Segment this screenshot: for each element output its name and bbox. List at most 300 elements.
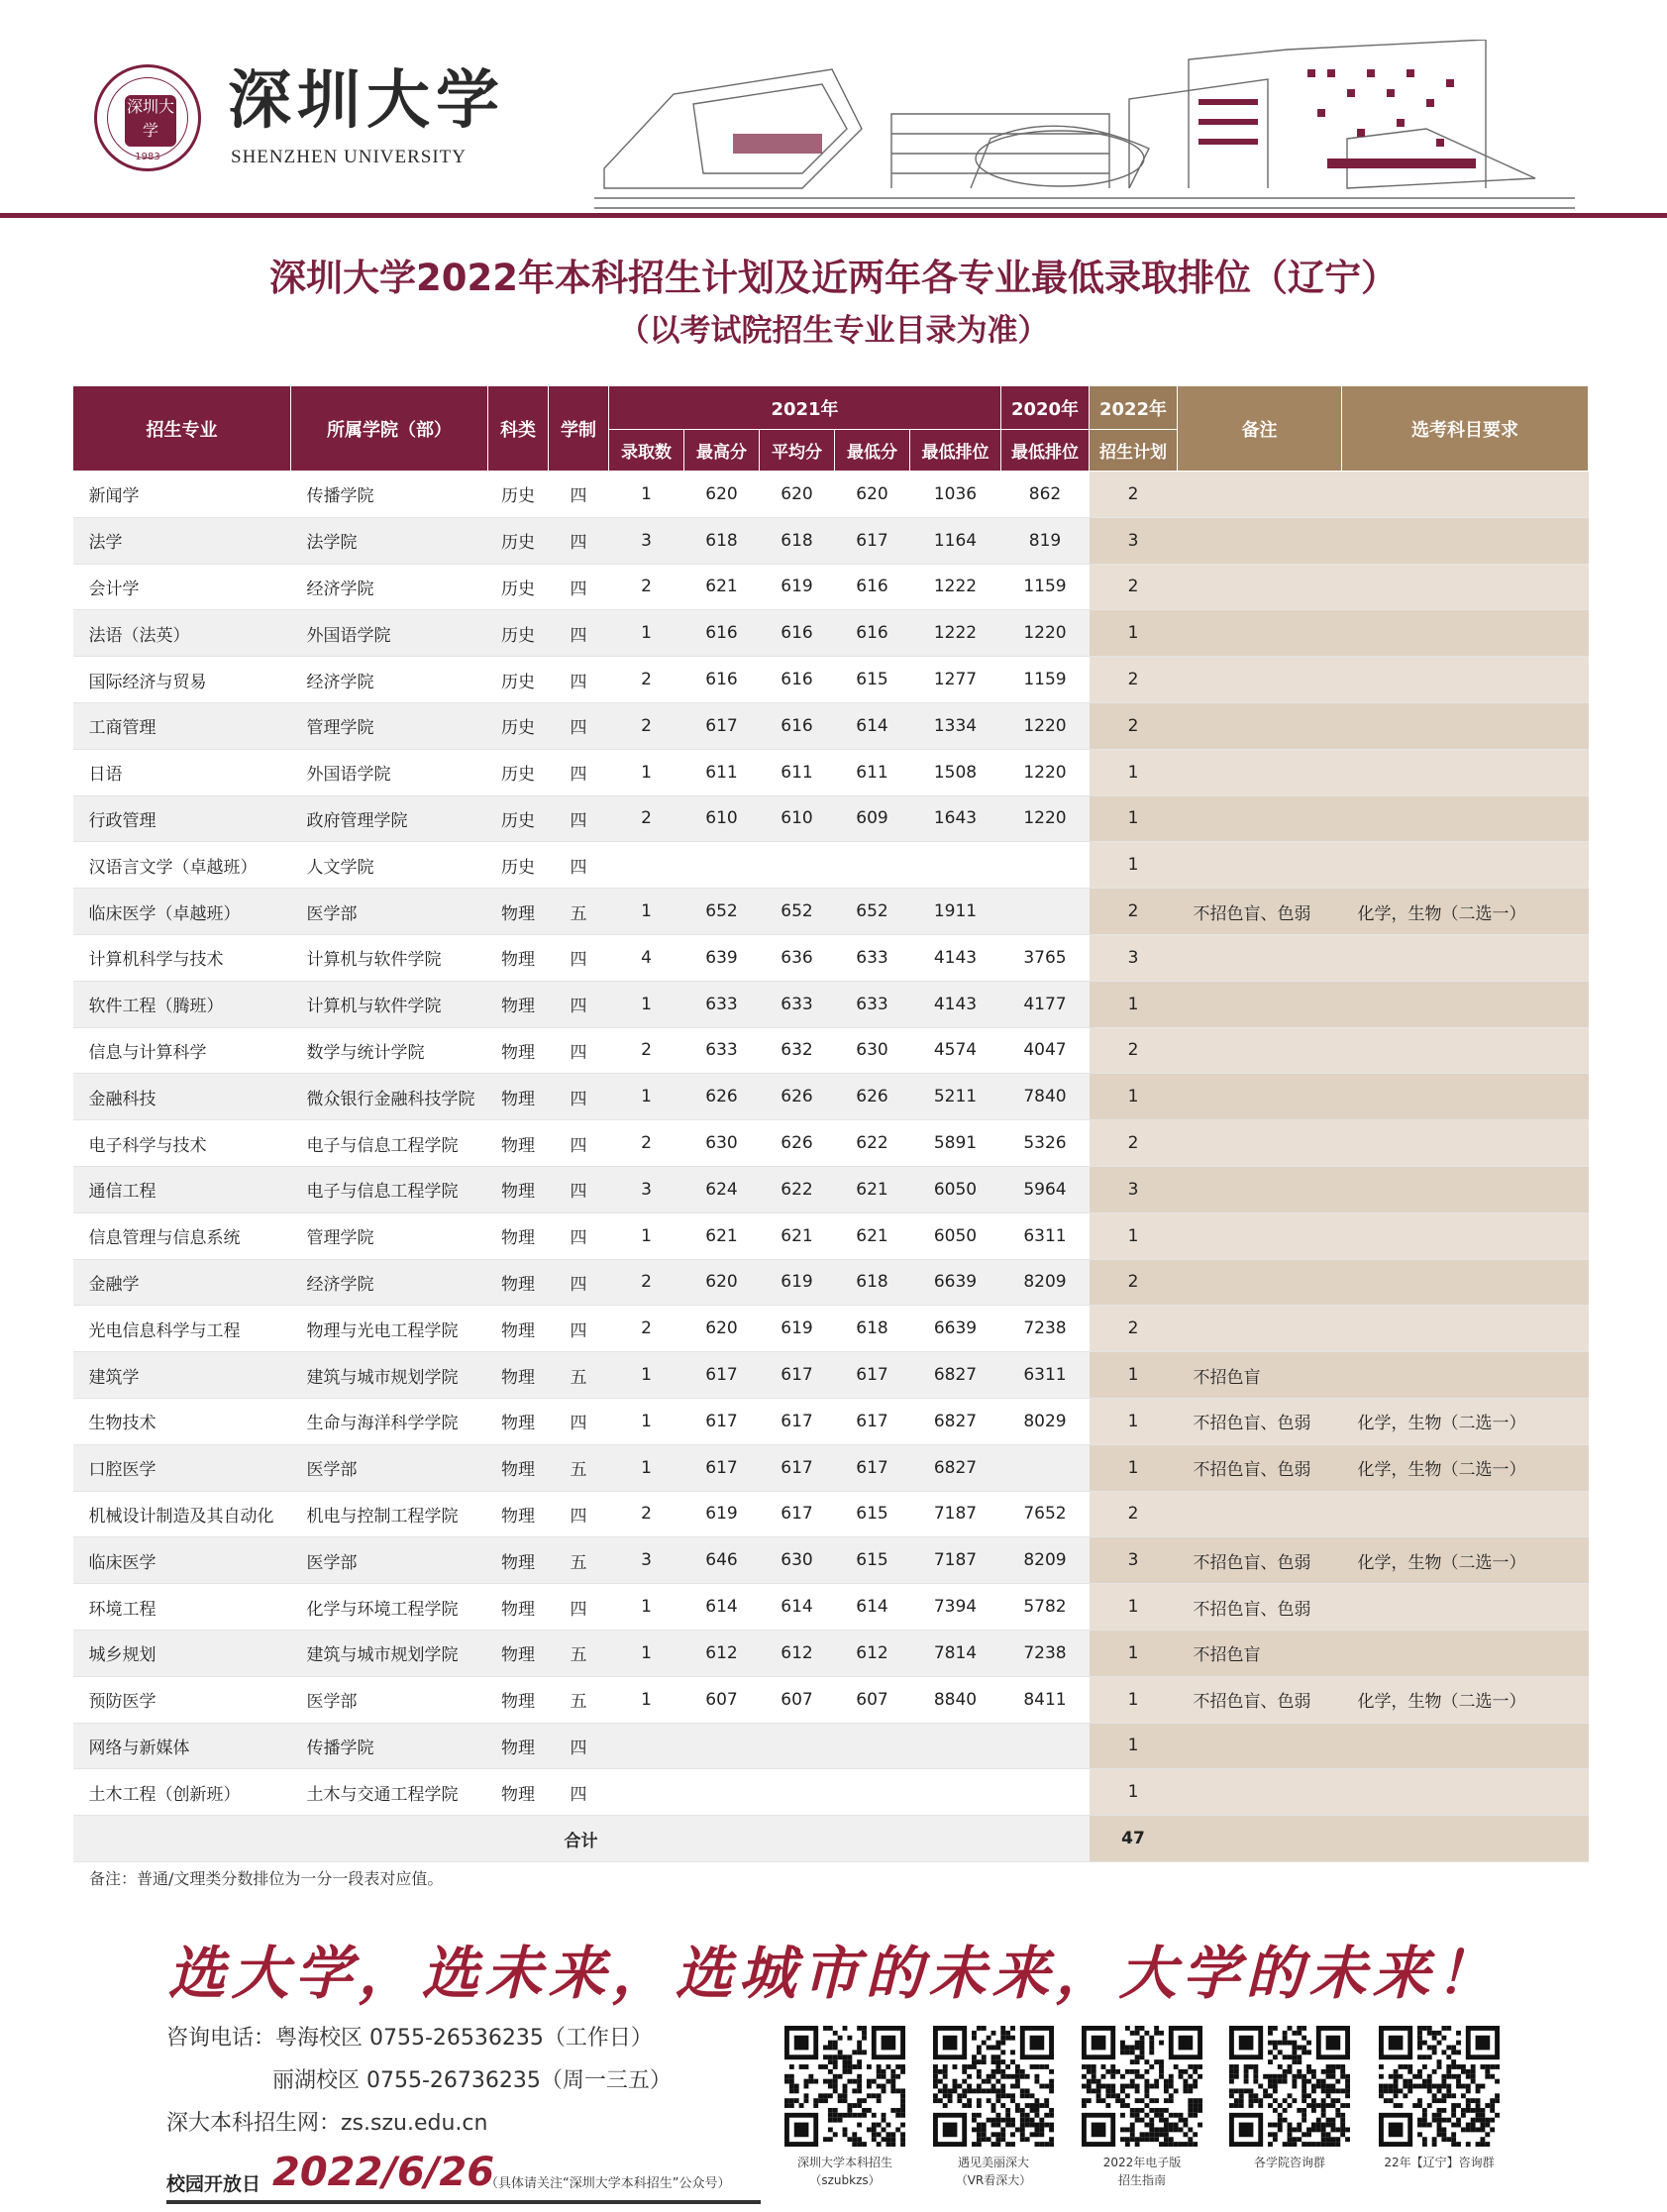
cell-major: 新闻学 — [73, 472, 291, 518]
cell-major: 网络与新媒体 — [73, 1723, 291, 1769]
cell-remark — [1178, 842, 1342, 889]
cell-max-score — [684, 1769, 760, 1816]
cell-major: 日语 — [73, 749, 291, 795]
cell-min-score: 618 — [835, 1306, 910, 1352]
cell-max-score — [684, 842, 760, 889]
header-min-rank-2020: 最低排位 — [1001, 430, 1090, 472]
cell-min-score: 617 — [835, 1444, 910, 1491]
cell-duration: 四 — [549, 795, 609, 842]
cell-subject-requirement — [1342, 842, 1589, 889]
cell-duration: 四 — [549, 1212, 609, 1259]
cell-admitted: 1 — [609, 1676, 684, 1723]
cell-college: 电子与信息工程学院 — [291, 1166, 488, 1212]
cell-min-rank: 1164 — [910, 517, 1001, 564]
cell-subject-requirement — [1342, 1491, 1589, 1537]
cell-subject-requirement — [1342, 1769, 1589, 1816]
cell-major: 环境工程 — [73, 1584, 291, 1631]
header-duration: 学制 — [549, 386, 609, 472]
cell-min-rank: 1036 — [910, 472, 1001, 518]
table-row — [73, 1074, 1589, 1120]
cell-max-score: 620 — [684, 472, 760, 518]
cell-subject-requirement — [1342, 1584, 1589, 1631]
table-row — [73, 749, 1589, 795]
header-remark: 备注 — [1178, 386, 1342, 472]
cell-category: 物理 — [488, 1769, 549, 1816]
cell-plan-2022: 2 — [1090, 1306, 1178, 1352]
cell-major: 生物技术 — [73, 1398, 291, 1444]
cell-college: 经济学院 — [291, 1259, 488, 1306]
cell-duration: 四 — [549, 657, 609, 703]
total-remark-empty — [1178, 1816, 1342, 1862]
cell-min-rank: 1911 — [910, 889, 1001, 935]
cell-subject-requirement — [1342, 1306, 1589, 1352]
cell-min-rank: 6050 — [910, 1212, 1001, 1259]
cell-category: 物理 — [488, 1444, 549, 1491]
logo-name-cn: 深圳大学 — [228, 63, 505, 138]
cell-college: 经济学院 — [291, 657, 488, 703]
cell-remark — [1178, 1166, 1342, 1212]
cell-category: 物理 — [488, 889, 549, 935]
table-row — [73, 1398, 1589, 1444]
cell-min-score: 633 — [835, 981, 910, 1027]
cell-subject-requirement — [1342, 795, 1589, 842]
table-row — [73, 1212, 1589, 1259]
cell-min-rank-2020: 7238 — [1001, 1630, 1090, 1676]
cell-avg-score: 636 — [760, 934, 835, 981]
cell-plan-2022: 1 — [1090, 1769, 1178, 1816]
cell-admitted: 1 — [609, 610, 684, 657]
cell-category: 物理 — [488, 1306, 549, 1352]
cell-subject-requirement: 化学，生物（二选一） — [1342, 889, 1589, 935]
cell-category: 物理 — [488, 1537, 549, 1584]
cell-subject-requirement — [1342, 1027, 1589, 1074]
header-max-score: 最高分 — [684, 430, 760, 472]
cell-duration: 四 — [549, 517, 609, 564]
qr-label-5 — [1355, 2154, 1523, 2171]
cell-avg-score — [760, 1769, 835, 1816]
table-footnote: 备注：普通/文理类分数排位为一分一段表对应值。 — [89, 1869, 444, 1888]
cell-subject-requirement — [1342, 749, 1589, 795]
cell-remark — [1178, 749, 1342, 795]
cell-avg-score: 612 — [760, 1630, 835, 1676]
table-row — [73, 702, 1589, 749]
cell-remark — [1178, 1074, 1342, 1120]
page-header — [0, 0, 1667, 223]
qr-label-2 — [909, 2154, 1078, 2189]
qr-label-line1: 遇见美丽深大 — [957, 2156, 1029, 2169]
cell-avg-score: 616 — [760, 657, 835, 703]
cell-min-rank: 6827 — [910, 1398, 1001, 1444]
cell-major: 预防医学 — [73, 1676, 291, 1723]
cell-min-rank-2020: 3765 — [1001, 934, 1090, 981]
cell-duration: 五 — [549, 1537, 609, 1584]
table-row — [73, 472, 1589, 518]
cell-admitted: 4 — [609, 934, 684, 981]
cell-category: 历史 — [488, 564, 549, 610]
cell-duration: 四 — [549, 610, 609, 657]
cell-admitted: 1 — [609, 1584, 684, 1631]
cell-avg-score: 616 — [760, 702, 835, 749]
cell-college: 管理学院 — [291, 702, 488, 749]
cell-duration: 四 — [549, 1306, 609, 1352]
cell-college: 外国语学院 — [291, 749, 488, 795]
table-row — [73, 1537, 1589, 1584]
cell-plan-2022: 3 — [1090, 1537, 1178, 1584]
cell-major: 光电信息科学与工程 — [73, 1306, 291, 1352]
cell-remark — [1178, 702, 1342, 749]
cell-subject-requirement — [1342, 702, 1589, 749]
cell-plan-2022: 2 — [1090, 472, 1178, 518]
cell-avg-score: 632 — [760, 1027, 835, 1074]
cell-avg-score: 616 — [760, 610, 835, 657]
cell-remark — [1178, 1491, 1342, 1537]
cell-duration: 四 — [549, 1027, 609, 1074]
cell-remark — [1178, 610, 1342, 657]
cell-duration: 五 — [549, 1444, 609, 1491]
cell-min-rank: 7814 — [910, 1630, 1001, 1676]
cell-admitted: 1 — [609, 1444, 684, 1491]
cell-min-score: 620 — [835, 472, 910, 518]
table-row — [73, 1259, 1589, 1306]
cell-avg-score: 619 — [760, 1306, 835, 1352]
cell-max-score: 626 — [684, 1074, 760, 1120]
cell-max-score: 617 — [684, 1352, 760, 1399]
cell-min-rank-2020: 8209 — [1001, 1537, 1090, 1584]
cell-avg-score: 619 — [760, 564, 835, 610]
cell-min-rank: 7187 — [910, 1537, 1001, 1584]
cell-min-score: 633 — [835, 934, 910, 981]
cell-avg-score — [760, 842, 835, 889]
cell-category: 物理 — [488, 934, 549, 981]
cell-avg-score: 610 — [760, 795, 835, 842]
cell-remark — [1178, 1120, 1342, 1167]
cell-min-score: 609 — [835, 795, 910, 842]
cell-max-score: 624 — [684, 1166, 760, 1212]
cell-category: 物理 — [488, 1491, 549, 1537]
cell-duration: 四 — [549, 842, 609, 889]
cell-college: 经济学院 — [291, 564, 488, 610]
cell-min-rank-2020: 862 — [1001, 472, 1090, 518]
cell-college: 传播学院 — [291, 472, 488, 518]
cell-admitted: 2 — [609, 1259, 684, 1306]
cell-admitted: 1 — [609, 1630, 684, 1676]
cell-plan-2022: 1 — [1090, 981, 1178, 1027]
cell-min-rank — [910, 842, 1001, 889]
cell-major: 国际经济与贸易 — [73, 657, 291, 703]
cell-min-score — [835, 1769, 910, 1816]
cell-min-rank-2020: 5326 — [1001, 1120, 1090, 1167]
cell-category: 物理 — [488, 1630, 549, 1676]
cell-category: 物理 — [488, 1166, 549, 1212]
cell-max-score: 621 — [684, 564, 760, 610]
cell-min-rank: 1222 — [910, 564, 1001, 610]
cell-admitted: 2 — [609, 1120, 684, 1167]
cell-category: 历史 — [488, 702, 549, 749]
cell-plan-2022: 3 — [1090, 517, 1178, 564]
cell-category: 历史 — [488, 842, 549, 889]
cell-admitted: 1 — [609, 1352, 684, 1399]
table-row — [73, 795, 1589, 842]
header-min-score: 最低分 — [835, 430, 910, 472]
cell-major: 法学 — [73, 517, 291, 564]
cell-min-rank-2020: 8411 — [1001, 1676, 1090, 1723]
header-college: 所属学院（部） — [291, 386, 488, 472]
cell-duration: 四 — [549, 564, 609, 610]
cell-plan-2022: 1 — [1090, 749, 1178, 795]
cell-college: 物理与光电工程学院 — [291, 1306, 488, 1352]
cell-avg-score: 618 — [760, 517, 835, 564]
cell-min-score: 614 — [835, 1584, 910, 1631]
cell-subject-requirement — [1342, 1723, 1589, 1769]
cell-max-score: 610 — [684, 795, 760, 842]
contact-website: 深大本科招生网：zs.szu.edu.cn — [166, 2111, 488, 2136]
cell-avg-score: 617 — [760, 1444, 835, 1491]
cell-college: 外国语学院 — [291, 610, 488, 657]
cell-min-rank-2020: 5782 — [1001, 1584, 1090, 1631]
cell-category: 历史 — [488, 472, 549, 518]
cell-college: 生命与海洋科学学院 — [291, 1398, 488, 1444]
cell-plan-2022: 1 — [1090, 1074, 1178, 1120]
cell-college: 计算机与软件学院 — [291, 934, 488, 981]
qr-label-line2: （VR看深大） — [955, 2173, 1032, 2187]
table-row — [73, 1352, 1589, 1399]
qr-label-line1: 深圳大学本科招生 — [796, 2156, 892, 2169]
cell-college: 医学部 — [291, 1676, 488, 1723]
cell-avg-score: 622 — [760, 1166, 835, 1212]
cell-remark: 不招色盲、色弱 — [1178, 889, 1342, 935]
qr-label-line1: 22年【辽宁】咨询群 — [1384, 2156, 1495, 2169]
cell-min-rank-2020: 8209 — [1001, 1259, 1090, 1306]
cell-min-rank-2020: 4047 — [1001, 1027, 1090, 1074]
cell-college: 化学与环境工程学院 — [291, 1584, 488, 1631]
cell-avg-score: 611 — [760, 749, 835, 795]
cell-min-score: 617 — [835, 1398, 910, 1444]
cell-min-rank — [910, 1723, 1001, 1769]
cell-min-rank: 1643 — [910, 795, 1001, 842]
header-divider — [0, 213, 1667, 218]
cell-max-score: 620 — [684, 1259, 760, 1306]
cell-min-rank-2020: 1220 — [1001, 702, 1090, 749]
cell-min-rank: 1334 — [910, 702, 1001, 749]
campus-building-illustration — [594, 40, 1575, 216]
qr-code-4 — [1229, 2026, 1350, 2147]
cell-major: 通信工程 — [73, 1166, 291, 1212]
cell-min-score: 607 — [835, 1676, 910, 1723]
cell-max-score: 652 — [684, 889, 760, 935]
cell-subject-requirement — [1342, 610, 1589, 657]
cell-min-rank: 7394 — [910, 1584, 1001, 1631]
cell-remark — [1178, 1259, 1342, 1306]
cell-max-score: 617 — [684, 702, 760, 749]
cell-major: 城乡规划 — [73, 1630, 291, 1676]
cell-remark — [1178, 795, 1342, 842]
table-row — [73, 842, 1589, 889]
cell-max-score: 614 — [684, 1584, 760, 1631]
cell-admitted: 2 — [609, 1306, 684, 1352]
cell-remark — [1178, 657, 1342, 703]
cell-remark — [1178, 1769, 1342, 1816]
cell-min-rank-2020: 1220 — [1001, 795, 1090, 842]
cell-avg-score: 626 — [760, 1074, 835, 1120]
cell-subject-requirement — [1342, 981, 1589, 1027]
cell-min-rank: 5211 — [910, 1074, 1001, 1120]
cell-min-rank: 5891 — [910, 1120, 1001, 1167]
cell-category: 物理 — [488, 1676, 549, 1723]
seal-year: 1983 — [135, 152, 160, 162]
cell-avg-score: 617 — [760, 1352, 835, 1399]
cell-min-score: 616 — [835, 564, 910, 610]
cell-plan-2022: 2 — [1090, 1120, 1178, 1167]
cell-min-score: 626 — [835, 1074, 910, 1120]
cell-category: 历史 — [488, 517, 549, 564]
cell-major: 金融学 — [73, 1259, 291, 1306]
qr-label-line2: （szubkzs） — [809, 2173, 881, 2187]
cell-max-score — [684, 1723, 760, 1769]
cell-min-score — [835, 1723, 910, 1769]
cell-min-score: 652 — [835, 889, 910, 935]
table-row — [73, 564, 1589, 610]
cell-college: 传播学院 — [291, 1723, 488, 1769]
cell-category: 历史 — [488, 610, 549, 657]
cell-max-score: 617 — [684, 1444, 760, 1491]
cell-duration: 五 — [549, 1676, 609, 1723]
cell-major: 工商管理 — [73, 702, 291, 749]
cell-major: 土木工程（创新班） — [73, 1769, 291, 1816]
cell-major: 机械设计制造及其自动化 — [73, 1491, 291, 1537]
cell-plan-2022: 2 — [1090, 1027, 1178, 1074]
cell-max-score: 617 — [684, 1398, 760, 1444]
cell-min-rank: 1222 — [910, 610, 1001, 657]
cell-max-score: 633 — [684, 1027, 760, 1074]
cell-subject-requirement — [1342, 1212, 1589, 1259]
cell-admitted — [609, 1769, 684, 1816]
cell-major: 口腔医学 — [73, 1444, 291, 1491]
cell-admitted — [609, 1723, 684, 1769]
cell-max-score: 646 — [684, 1537, 760, 1584]
table-row — [73, 657, 1589, 703]
table-row — [73, 1027, 1589, 1074]
total-subject-empty — [1342, 1816, 1589, 1862]
cell-min-score: 612 — [835, 1630, 910, 1676]
open-day-label: 校园开放日 — [166, 2173, 261, 2195]
qr-label-line1: 2022年电子版 — [1102, 2156, 1182, 2169]
logo-name-en: SHENZHEN UNIVERSITY — [231, 147, 468, 167]
cell-min-rank: 8840 — [910, 1676, 1001, 1723]
cell-min-rank-2020 — [1001, 889, 1090, 935]
cell-college: 医学部 — [291, 1537, 488, 1584]
cell-duration: 四 — [549, 1769, 609, 1816]
cell-max-score: 630 — [684, 1120, 760, 1167]
cell-duration: 四 — [549, 1166, 609, 1212]
cell-admitted: 2 — [609, 702, 684, 749]
cell-category: 物理 — [488, 1120, 549, 1167]
cell-subject-requirement — [1342, 517, 1589, 564]
cell-remark — [1178, 1212, 1342, 1259]
cell-plan-2022: 1 — [1090, 1630, 1178, 1676]
cell-avg-score: 652 — [760, 889, 835, 935]
qr-code-1 — [784, 2026, 905, 2147]
cell-remark: 不招色盲、色弱 — [1178, 1444, 1342, 1491]
cell-min-rank: 1508 — [910, 749, 1001, 795]
cell-min-score: 615 — [835, 657, 910, 703]
header-plan-2022: 招生计划 — [1090, 430, 1178, 472]
cell-avg-score: 614 — [760, 1584, 835, 1631]
cell-category: 物理 — [488, 981, 549, 1027]
header-year-2022: 2022年 — [1090, 386, 1178, 430]
cell-category: 历史 — [488, 749, 549, 795]
open-day-date: 2022/6/26 — [272, 2150, 495, 2195]
cell-admitted: 3 — [609, 1166, 684, 1212]
cell-remark — [1178, 1723, 1342, 1769]
cell-admitted: 1 — [609, 1212, 684, 1259]
total-value: 47 — [1090, 1816, 1178, 1862]
cell-major: 信息与计算科学 — [73, 1027, 291, 1074]
cell-admitted: 1 — [609, 981, 684, 1027]
university-seal — [94, 64, 201, 171]
qr-label-4 — [1205, 2154, 1374, 2171]
cell-min-score: 614 — [835, 702, 910, 749]
cell-category: 历史 — [488, 657, 549, 703]
cell-duration: 四 — [549, 1491, 609, 1537]
cell-college: 微众银行金融科技学院 — [291, 1074, 488, 1120]
contact-phone-lihu: 丽湖校区 0755-26736235（周一三五） — [272, 2068, 672, 2093]
cell-admitted: 1 — [609, 472, 684, 518]
cell-plan-2022: 1 — [1090, 1352, 1178, 1399]
cell-remark — [1178, 1306, 1342, 1352]
cell-max-score: 620 — [684, 1306, 760, 1352]
cell-college: 医学部 — [291, 889, 488, 935]
qr-label-line1: 各学院咨询群 — [1253, 2156, 1325, 2169]
cell-plan-2022: 1 — [1090, 1723, 1178, 1769]
cell-min-rank: 6050 — [910, 1166, 1001, 1212]
cell-plan-2022: 1 — [1090, 795, 1178, 842]
cell-subject-requirement: 化学，生物（二选一） — [1342, 1444, 1589, 1491]
cell-min-rank-2020: 1159 — [1001, 657, 1090, 703]
cell-college: 土木与交通工程学院 — [291, 1769, 488, 1816]
cell-admitted: 2 — [609, 657, 684, 703]
cell-max-score: 607 — [684, 1676, 760, 1723]
cell-duration: 四 — [549, 1120, 609, 1167]
cell-remark: 不招色盲 — [1178, 1352, 1342, 1399]
cell-remark — [1178, 981, 1342, 1027]
cell-min-rank-2020: 7840 — [1001, 1074, 1090, 1120]
cell-college: 计算机与软件学院 — [291, 981, 488, 1027]
cell-avg-score: 607 — [760, 1676, 835, 1723]
cell-max-score: 616 — [684, 610, 760, 657]
cell-avg-score: 630 — [760, 1537, 835, 1584]
table-total-row — [73, 1816, 1589, 1862]
cell-duration: 五 — [549, 1630, 609, 1676]
cell-remark — [1178, 1027, 1342, 1074]
cell-remark — [1178, 934, 1342, 981]
table-row — [73, 981, 1589, 1027]
cell-duration: 四 — [549, 1723, 609, 1769]
cell-category: 物理 — [488, 1398, 549, 1444]
cell-plan-2022: 1 — [1090, 1398, 1178, 1444]
cell-subject-requirement: 化学，生物（二选一） — [1342, 1676, 1589, 1723]
table-row — [73, 1120, 1589, 1167]
cell-max-score: 621 — [684, 1212, 760, 1259]
cell-min-rank-2020: 8029 — [1001, 1398, 1090, 1444]
open-day-underline — [166, 2200, 761, 2204]
cell-avg-score: 617 — [760, 1491, 835, 1537]
cell-min-rank: 4143 — [910, 934, 1001, 981]
cell-avg-score: 626 — [760, 1120, 835, 1167]
qr-label-3 — [1058, 2154, 1226, 2189]
cell-college: 管理学院 — [291, 1212, 488, 1259]
cell-category: 物理 — [488, 1074, 549, 1120]
cell-avg-score: 619 — [760, 1259, 835, 1306]
